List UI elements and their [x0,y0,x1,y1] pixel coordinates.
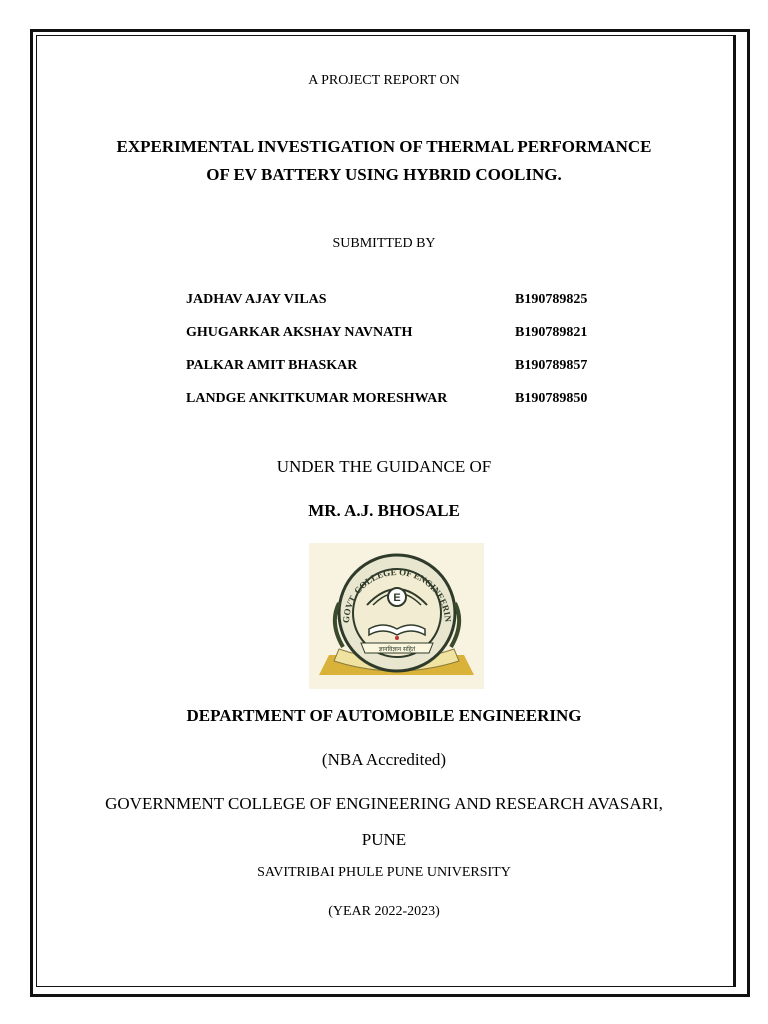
accreditation-text: (NBA Accredited) [321,750,447,769]
member-row [186,325,606,358]
member-name: JADHAV AJAY VILAS [186,292,327,307]
academic-year: (YEAR 2022-2023) [328,904,440,919]
college-name-line-2: PUNE [361,830,407,849]
submitted-by-label: SUBMITTED BY [332,236,436,251]
emblem-ribbon-text: ज्ञानविज्ञान सहितं [378,646,416,653]
guidance-label: UNDER THE GUIDANCE OF [276,457,492,476]
university-name: SAVITRIBAI PHULE PUNE UNIVERSITY [257,865,511,880]
member-id: B190789821 [515,325,588,340]
department-name: DEPARTMENT OF AUTOMOBILE ENGINEERING [186,706,582,725]
member-id: B190789850 [515,391,588,406]
report-title-line-2: OF EV BATTERY USING HYBRID COOLING. [206,165,562,184]
member-name: GHUGARKAR AKSHAY NAVNATH [186,325,413,340]
member-id: B190789857 [515,358,588,373]
member-row [186,391,606,424]
report-title-line-1: EXPERIMENTAL INVESTIGATION OF THERMAL PERFORMANCE [116,137,652,156]
college-name-line-1: GOVERNMENT COLLEGE OF ENGINEERING AND RESEARCH AVASARI, [105,794,663,813]
emblem-ring-text: GOVT. COLLEGE OF ENGINEERIN [340,566,454,624]
member-row [186,292,606,325]
member-name: PALKAR AMIT BHASKAR [186,358,358,373]
emblem-center-letter: E [393,592,401,604]
member-row [186,358,606,391]
pre-title: A PROJECT REPORT ON [308,73,460,88]
member-id: B190789825 [515,292,588,307]
guide-name: MR. A.J. BHOSALE [308,501,460,520]
member-name: LANDGE ANKITKUMAR MORESHWAR [186,391,448,406]
member-list [186,292,606,424]
college-emblem-icon [309,543,484,689]
